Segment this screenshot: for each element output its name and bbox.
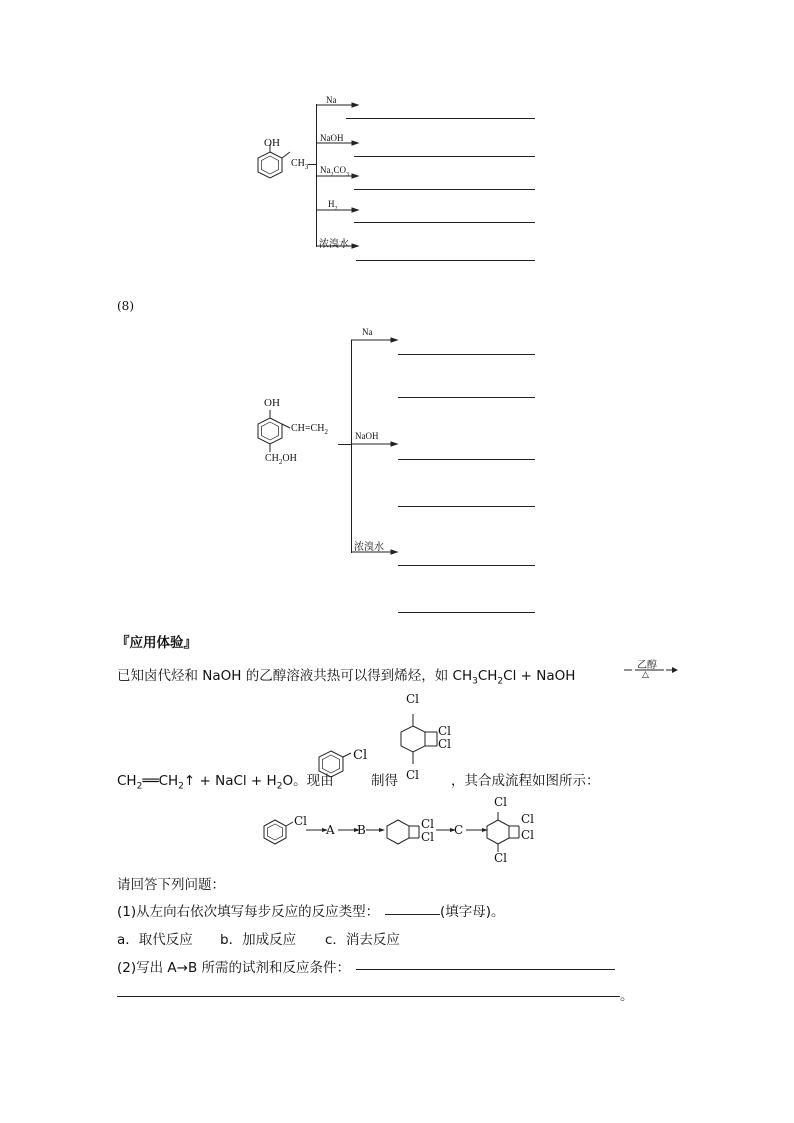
answer-line-1b[interactable] bbox=[354, 156, 535, 157]
reagent-na2co3-1 bbox=[320, 165, 349, 178]
heading-bracket-right: 』 bbox=[183, 635, 197, 651]
answer-line-1c[interactable] bbox=[354, 189, 535, 190]
ch2oh-b: OH bbox=[282, 453, 297, 464]
ch2oh-a: CH bbox=[265, 453, 279, 464]
flow-text: ，其合成流程如图所示： bbox=[451, 773, 600, 789]
product-cl-right2: Cl bbox=[438, 737, 452, 751]
vinyl-sub: 2 bbox=[324, 428, 328, 436]
vinyl-text: CH=CH bbox=[291, 423, 325, 434]
answer-line-2b[interactable] bbox=[398, 397, 535, 398]
na2co3-na: Na bbox=[320, 165, 331, 175]
reagent-na-2: Na bbox=[362, 327, 373, 337]
line2-b: ══CH bbox=[142, 773, 179, 789]
h2-sub: 2 bbox=[334, 205, 338, 212]
intro-sub1: 3 bbox=[472, 676, 478, 687]
answer-line-1e[interactable] bbox=[356, 260, 535, 261]
product-cl-top: Cl bbox=[406, 692, 420, 706]
answer-line-2e[interactable] bbox=[398, 565, 535, 566]
flow-cl-right2: Cl bbox=[521, 828, 535, 842]
flow-b: B bbox=[357, 823, 366, 837]
made-text: 制得 bbox=[371, 773, 398, 789]
reagent-h2-1 bbox=[328, 199, 338, 212]
reagent-na-1: Na bbox=[326, 95, 337, 105]
na2co3-sub2: 3 bbox=[346, 171, 350, 178]
intro-sub2: 2 bbox=[497, 676, 504, 687]
option-a: a．取代反应 bbox=[117, 932, 193, 948]
product-cl-bottom: Cl bbox=[406, 768, 420, 782]
answer-blank-q1[interactable] bbox=[385, 914, 440, 915]
flow-cl-mid2: Cl bbox=[421, 830, 435, 844]
question-2: (2)写出 A→B 所需的试剂和反应条件： bbox=[117, 960, 351, 976]
arrows-2 bbox=[351, 336, 401, 558]
line2-sub3: 2 bbox=[276, 781, 283, 792]
intro-mid: CH bbox=[477, 668, 498, 684]
reagent-naoh-2: NaOH bbox=[355, 431, 379, 441]
answer-line-1a[interactable] bbox=[346, 118, 535, 119]
ch3-sub: 3 bbox=[304, 163, 309, 171]
vinyl-label bbox=[291, 423, 328, 436]
ch3-label bbox=[291, 158, 308, 171]
question-1-tail: (填字母)。 bbox=[440, 904, 505, 920]
flow-cl-mid1: Cl bbox=[421, 817, 435, 831]
reaction-arrow bbox=[624, 665, 680, 675]
question-1: (1)从左向右依次填写每步反应的反应类型： bbox=[117, 904, 380, 920]
answer-line-1d[interactable] bbox=[354, 222, 535, 223]
flow-a: A bbox=[326, 823, 335, 837]
line2-c: ↑ + NaCl + H bbox=[183, 773, 277, 789]
answer-blank-q2b[interactable] bbox=[117, 996, 620, 997]
cresol-structure bbox=[250, 130, 320, 190]
application-heading bbox=[116, 631, 197, 651]
flow-cl-right1: Cl bbox=[521, 812, 535, 826]
bracket-stem-1 bbox=[308, 164, 316, 165]
oh-label-2: OH bbox=[264, 397, 280, 409]
arrow-top-label: 乙醇 bbox=[637, 660, 657, 671]
reagent-bromine-water-2: 浓溴水 bbox=[354, 542, 384, 553]
answer-blank-q2a[interactable] bbox=[356, 969, 615, 970]
line2-sub1: 2 bbox=[136, 781, 143, 792]
product-cl-right1: Cl bbox=[438, 724, 452, 738]
please-answer: 请回答下列问题： bbox=[117, 877, 225, 893]
flow-cl-bottom: Cl bbox=[494, 851, 508, 865]
ch2oh-sub: 2 bbox=[278, 458, 283, 466]
benzene-inner-ring-2 bbox=[262, 422, 279, 440]
arrow-bottom-label: △ bbox=[642, 670, 649, 680]
line2-d: O。现由 bbox=[282, 773, 334, 789]
question-8-number: (8) bbox=[117, 299, 134, 313]
bracket-stem-2 bbox=[338, 444, 351, 445]
chlorobenzene-cl-label: Cl bbox=[353, 748, 368, 763]
h2-h: H bbox=[328, 199, 335, 209]
option-b: b．加成反应 bbox=[220, 932, 297, 948]
line2-text bbox=[117, 769, 334, 792]
answer-line-2c[interactable] bbox=[398, 459, 535, 460]
reagent-bromine-water-1: 浓溴水 bbox=[319, 239, 349, 250]
line2-sub2: 2 bbox=[178, 781, 184, 792]
flow-c: C bbox=[454, 823, 464, 837]
reagent-naoh-1: NaOH bbox=[320, 133, 344, 143]
intro-text: 已知卤代烃和 NaOH 的乙醇溶液共热可以得到烯烃，如 CH bbox=[117, 668, 473, 684]
answer-line-2d[interactable] bbox=[398, 506, 535, 507]
question-2-end: 。 bbox=[620, 988, 634, 1004]
option-c: c．消去反应 bbox=[325, 932, 400, 948]
intro-tail: Cl + NaOH bbox=[503, 668, 576, 684]
answer-line-2f[interactable] bbox=[398, 612, 535, 613]
na2co3-sub1: 2 bbox=[330, 171, 334, 178]
intro-line bbox=[117, 664, 575, 687]
line2-a: CH bbox=[117, 773, 137, 789]
ch2oh-label bbox=[265, 453, 297, 466]
heading-bracket-left: 『 bbox=[116, 635, 130, 651]
na2co3-co: CO bbox=[333, 165, 347, 175]
flow-cl-benzene: Cl bbox=[294, 814, 308, 828]
answer-line-2a[interactable] bbox=[398, 354, 535, 355]
oh-label: OH bbox=[264, 137, 280, 149]
flow-cl-top: Cl bbox=[494, 795, 508, 809]
ch3-text: CH bbox=[291, 158, 305, 169]
benzene-inner-ring bbox=[262, 156, 279, 174]
heading-text: 应用体验 bbox=[129, 635, 184, 651]
